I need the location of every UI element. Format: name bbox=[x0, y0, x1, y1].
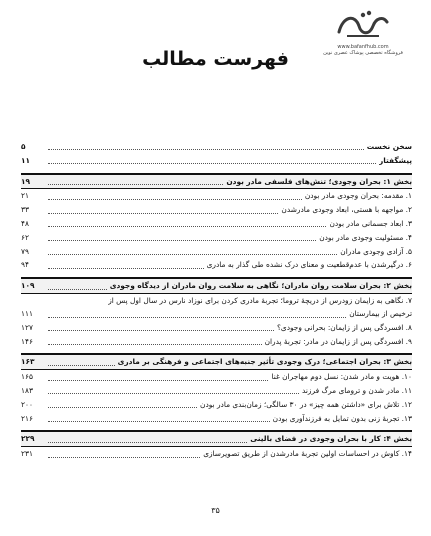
toc-entry bbox=[21, 294, 412, 321]
toc-entry-title: ۸. افسردگی پس از زایمان: بحرانی وجودی؟ bbox=[276, 322, 412, 332]
toc-leader-dots bbox=[48, 289, 107, 290]
toc-leader-dots bbox=[48, 254, 337, 255]
toc-entry bbox=[21, 258, 412, 272]
toc-entry-title: بخش ۲: بحران سلامت روان مادران؛ نگاهی به سلامت روان مادران از دیدگاه وجودی bbox=[109, 281, 412, 291]
toc-section-heading bbox=[21, 353, 412, 370]
toc-page-number: ۲۲۹ bbox=[21, 434, 35, 444]
toc-leader-dots bbox=[48, 330, 274, 331]
toc-page-number: ۲۰۰ bbox=[21, 399, 33, 409]
toc-entry bbox=[21, 203, 412, 217]
table-of-contents bbox=[21, 140, 412, 461]
toc-page-number: ۷۹ bbox=[21, 246, 29, 256]
toc-leader-dots bbox=[48, 365, 115, 366]
toc-leader-dots bbox=[48, 457, 200, 458]
toc-page-number: ۲۱ bbox=[21, 191, 29, 201]
toc-entry bbox=[21, 398, 412, 412]
toc-entry bbox=[21, 217, 412, 231]
publisher-tagline: فروشگاه تخصصی پوشاک عصری نوین bbox=[323, 50, 403, 56]
toc-entry-title: ۷. نگاهی به زایمان زودرس از دریچهٔ تروما؛ تجربهٔ مادری کردن برای نوزاد نارس در سال اول پس از bbox=[108, 295, 412, 305]
toc-leader-dots bbox=[48, 199, 302, 200]
page-number: ۳۵ bbox=[211, 506, 220, 515]
toc-page-number: ۲۱۶ bbox=[21, 413, 33, 423]
toc-entry bbox=[21, 321, 412, 335]
toc-entry bbox=[21, 335, 412, 349]
toc-entry-title: ۵. آزادی وجودی مادران bbox=[340, 246, 412, 256]
toc-entry-title: بخش ۱: بحران وجودی؛ تنش‌های فلسفی مادر بودن bbox=[226, 176, 412, 186]
toc-entry-title: ۲. مواجهه با هستی، ابعاد وجودی مادرشدن bbox=[281, 205, 412, 215]
toc-leader-dots bbox=[48, 268, 204, 269]
toc-leader-dots bbox=[48, 407, 197, 408]
toc-entry-title: ۱۰. هویت و مادر شدن: نسل دوم مهاجران غنا bbox=[271, 372, 412, 382]
toc-entry-title: ۱۳. تجربهٔ زنی بدون تمایل به فرزندآوری بودن bbox=[272, 413, 412, 423]
page-title: فهرست مطالب bbox=[142, 48, 289, 70]
toc-page-number: ۱۱۱ bbox=[21, 309, 33, 319]
toc-leader-dots bbox=[48, 380, 268, 381]
toc-section-heading bbox=[21, 277, 412, 294]
toc-entry-title: ۱. مقدمه: بحران وجودی مادر بودن bbox=[304, 191, 412, 201]
toc-page-number: ۱۶۵ bbox=[21, 372, 33, 382]
toc-leader-dots bbox=[48, 317, 346, 318]
toc-entry-title: ۱۱. مادر شدن و ترومای مرگ فرزند bbox=[301, 385, 412, 395]
toc-page-number: ۴۸ bbox=[21, 218, 29, 228]
toc-leader-dots bbox=[48, 421, 270, 422]
toc-leader-dots bbox=[48, 344, 262, 345]
toc-leader-dots bbox=[48, 226, 326, 227]
toc-page-number: ۱۰۹ bbox=[21, 281, 35, 291]
toc-entry bbox=[21, 189, 412, 203]
toc-entry-title: سخن نخست bbox=[366, 142, 412, 151]
toc-section-heading bbox=[21, 430, 412, 447]
toc-leader-dots bbox=[48, 240, 316, 241]
toc-page-number: ۶۲ bbox=[21, 232, 29, 242]
toc-page-number: ۱۴۶ bbox=[21, 336, 33, 346]
toc-entry bbox=[21, 384, 412, 398]
toc-leader-dots bbox=[48, 442, 247, 443]
toc-leader-dots bbox=[48, 149, 364, 150]
toc-entry-title: ۱۲. تلاش برای «داشتن همه چیز» در ۳۰ سالگی؛ زمان‌بندی مادر بودن bbox=[200, 399, 412, 409]
toc-leader-dots bbox=[48, 393, 299, 394]
toc-section-heading bbox=[21, 173, 412, 190]
toc-page-number: ۱۸۳ bbox=[21, 385, 33, 395]
toc-page-number: ۹۴ bbox=[21, 260, 29, 270]
toc-leader-dots bbox=[48, 184, 223, 185]
toc-entry bbox=[21, 140, 412, 154]
toc-page-number: ۱۱ bbox=[21, 155, 31, 165]
toc-entry bbox=[21, 154, 412, 168]
toc-entry bbox=[21, 447, 412, 461]
toc-entry-title: ۱۴. کاوش در احساسات اولین تجربهٔ مادرشدن از طریق تصویرسازی bbox=[203, 449, 412, 459]
toc-entry-title: ۴. مسئولیت وجودی مادر بودن bbox=[319, 232, 412, 242]
toc-page-number: ۱۹ bbox=[21, 176, 31, 186]
toc-entry-title: بخش ۴: کار با بحران وجودی در فضای بالینی bbox=[250, 434, 412, 444]
publisher-url: www.bafanfhub.com bbox=[337, 44, 389, 50]
toc-leader-dots bbox=[48, 163, 376, 164]
toc-entry-title: ۶. درگیرشدن با عدم‌قطعیت و معنای درک نشده طی گذار به مادری bbox=[206, 260, 412, 270]
toc-entry bbox=[21, 245, 412, 259]
toc-entry-title-continued: ترخیص از بیمارستان bbox=[349, 309, 412, 319]
toc-page-number: ۱۲۷ bbox=[21, 322, 33, 332]
toc-page-number: ۳۳ bbox=[21, 205, 29, 215]
toc-entry-title: ۹. افسردگی پس از زایمان در مادر: تجربهٔ پدران bbox=[264, 336, 412, 346]
toc-page-number: ۵ bbox=[21, 142, 26, 151]
toc-entry-title: بخش ۳: بحران اجتماعی؛ درک وجودی تأثیر جنبه‌های اجتماعی و فرهنگی بر مادری bbox=[117, 357, 412, 367]
toc-entry-title: پیشگفتار bbox=[379, 155, 412, 165]
toc-page-number: ۲۳۱ bbox=[21, 449, 33, 459]
toc-entry bbox=[21, 370, 412, 384]
toc-leader-dots bbox=[48, 213, 278, 214]
publisher-logo-mark bbox=[333, 8, 393, 44]
toc-entry-title: ۳. ابعاد جسمانی مادر بودن bbox=[329, 218, 412, 228]
toc-entry bbox=[21, 231, 412, 245]
toc-entry bbox=[21, 412, 412, 426]
toc-page-number: ۱۶۳ bbox=[21, 357, 35, 367]
